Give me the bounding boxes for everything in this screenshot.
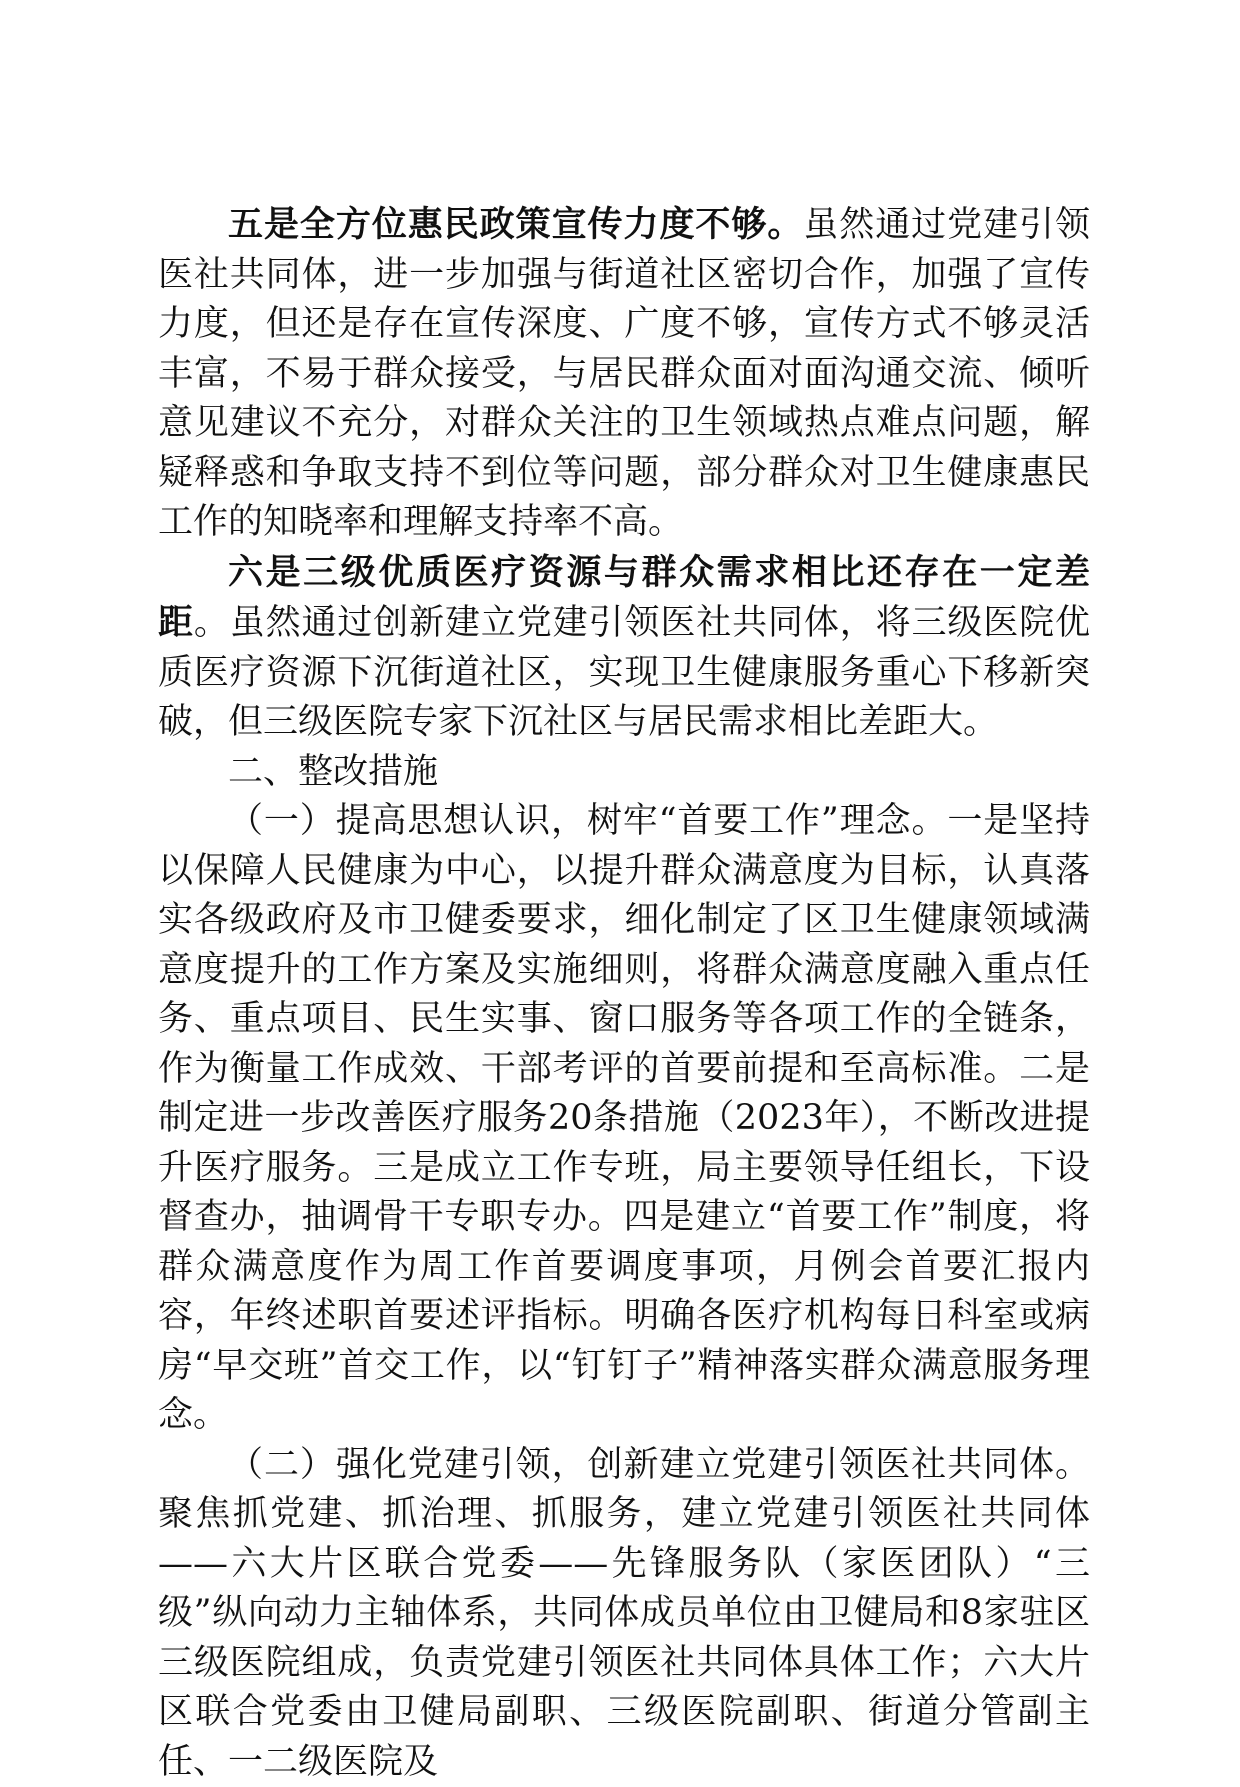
paragraph-problem-6	[158, 548, 1090, 748]
section-heading: 二、整改措施	[158, 748, 1090, 798]
paragraph-measure-2: （二）强化党建引领，创新建立党建引领医社共同体。聚焦抓党建、抓治理、抓服务，建立党建引领医社共同体——六大片区联合党委——先锋服务队（家医团队）“三级”纵向动力主轴体系，共同体成员单位由卫健局和8家驻区三级医院组成，负责党建引领医社共同体具体工作；六大片区联合党委由卫健局副职、三级医院副职、街道分管副主任、一二级医院及	[158, 1441, 1090, 1787]
paragraph-measure-1: （一）提高思想认识，树牢“首要工作”理念。一是坚持以保障人民健康为中心，以提升群众满意度为目标，认真落实各级政府及市卫健委要求，细化制定了区卫生健康领域满意度提升的工作方案及实施细则，将群众满意度融入重点任务、重点项目、民生实事、窗口服务等各项工作的全链条，作为衡量工作成效、干部考评的首要前提和至高标准。二是制定进一步改善医疗服务20条措施（2023年），不断改进提升医疗服务。三是成立工作专班，局主要领导任组长，下设督查办，抽调骨干专职专办。四是建立“首要工作”制度，将群众满意度作为周工作首要调度事项，月例会首要汇报内容，年终述职首要述评指标。明确各医疗机构每日科室或病房“早交班”首交工作，以“钉钉子”精神落实群众满意服务理念。	[158, 797, 1090, 1441]
paragraph-body: 。虽然通过创新建立党建引领医社共同体，将三级医院优质医疗资源下沉街道社区，实现卫生健康服务重心下移新突破，但三级医院专家下沉社区与居民需求相比差距大。	[158, 603, 1090, 742]
paragraph-problem-5	[158, 200, 1090, 548]
paragraph-lead: 五是全方位惠民政策宣传力度不够。	[228, 204, 803, 245]
paragraph-lead: 六是三级优质医疗资源与群众需求相比还存在一定差距	[158, 552, 1090, 644]
paragraph-body: 虽然通过党建引领医社共同体，进一步加强与街道社区密切合作，加强了宣传力度，但还是存在宣传深度、广度不够，宣传方式不够灵活丰富，不易于群众接受，与居民群众面对面沟通交流、倾听意见建议不充分，对群众关注的卫生领域热点难点问题，解疑释惑和争取支持不到位等问题，部分群众对卫生健康惠民工作的知晓率和理解支持率不高。	[158, 205, 1090, 542]
